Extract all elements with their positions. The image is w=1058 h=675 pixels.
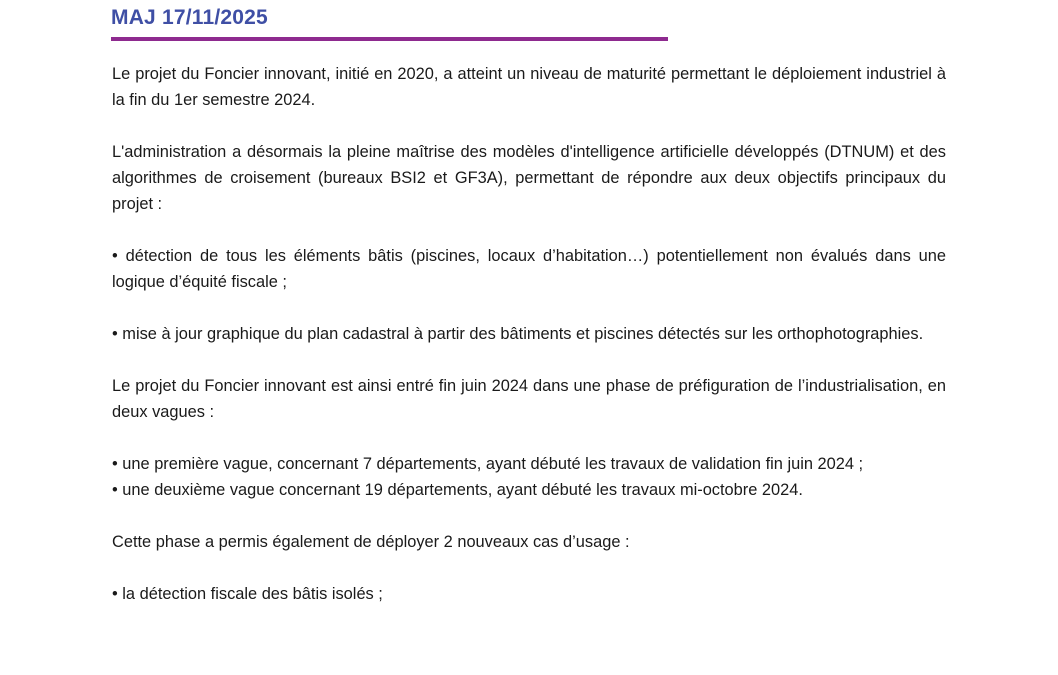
- bullet-first-wave: • une première vague, concernant 7 départements, ayant débuté les travaux de validation fin juin 2024 ;: [112, 455, 864, 473]
- bullet-detection-buildings: • détection de tous les éléments bâtis (piscines, locaux d’habitation…) potentiellement non évalués dans une logique d’équité fiscale ;: [112, 247, 946, 291]
- paragraph-project-maturity: Le projet du Foncier innovant, initié en 2020, a atteint un niveau de maturité permettant le déploiement industriel à la fin du 1er semestre 2024.: [112, 65, 946, 109]
- paragraph-spacer: [112, 555, 946, 581]
- bullet-second-wave: • une deuxième vague concernant 19 départements, ayant débuté les travaux mi-octobre 2024.: [112, 481, 803, 499]
- paragraph-spacer: [112, 503, 946, 529]
- bullet-cadastral-update: • mise à jour graphique du plan cadastral à partir des bâtiments et piscines détectés sur les orthophotographies.: [112, 325, 924, 343]
- update-date-heading: MAJ 17/11/2025: [111, 6, 268, 29]
- paragraph-spacer: [112, 295, 946, 321]
- paragraph-prefiguration-phase: Le projet du Foncier innovant est ainsi entré fin juin 2024 dans une phase de préfiguration de l’industrialisation, en deux vagues :: [112, 377, 946, 421]
- heading-underline: [111, 37, 668, 41]
- paragraph-spacer: [112, 113, 946, 139]
- document-body: [112, 61, 946, 607]
- paragraph-spacer: [112, 425, 946, 451]
- paragraph-spacer: [112, 347, 946, 373]
- paragraph-new-use-cases: Cette phase a permis également de déployer 2 nouveaux cas d’usage :: [112, 533, 630, 551]
- bullet-isolated-buildings: • la détection fiscale des bâtis isolés ;: [112, 585, 383, 603]
- paragraph-administration-mastery: L'administration a désormais la pleine maîtrise des modèles d'intelligence artificielle développés (DTNUM) et des algorithmes de croisement (bureaux BSI2 et GF3A), permettant de répondre aux deux objectifs principaux du projet :: [112, 143, 946, 213]
- paragraph-spacer: [112, 217, 946, 243]
